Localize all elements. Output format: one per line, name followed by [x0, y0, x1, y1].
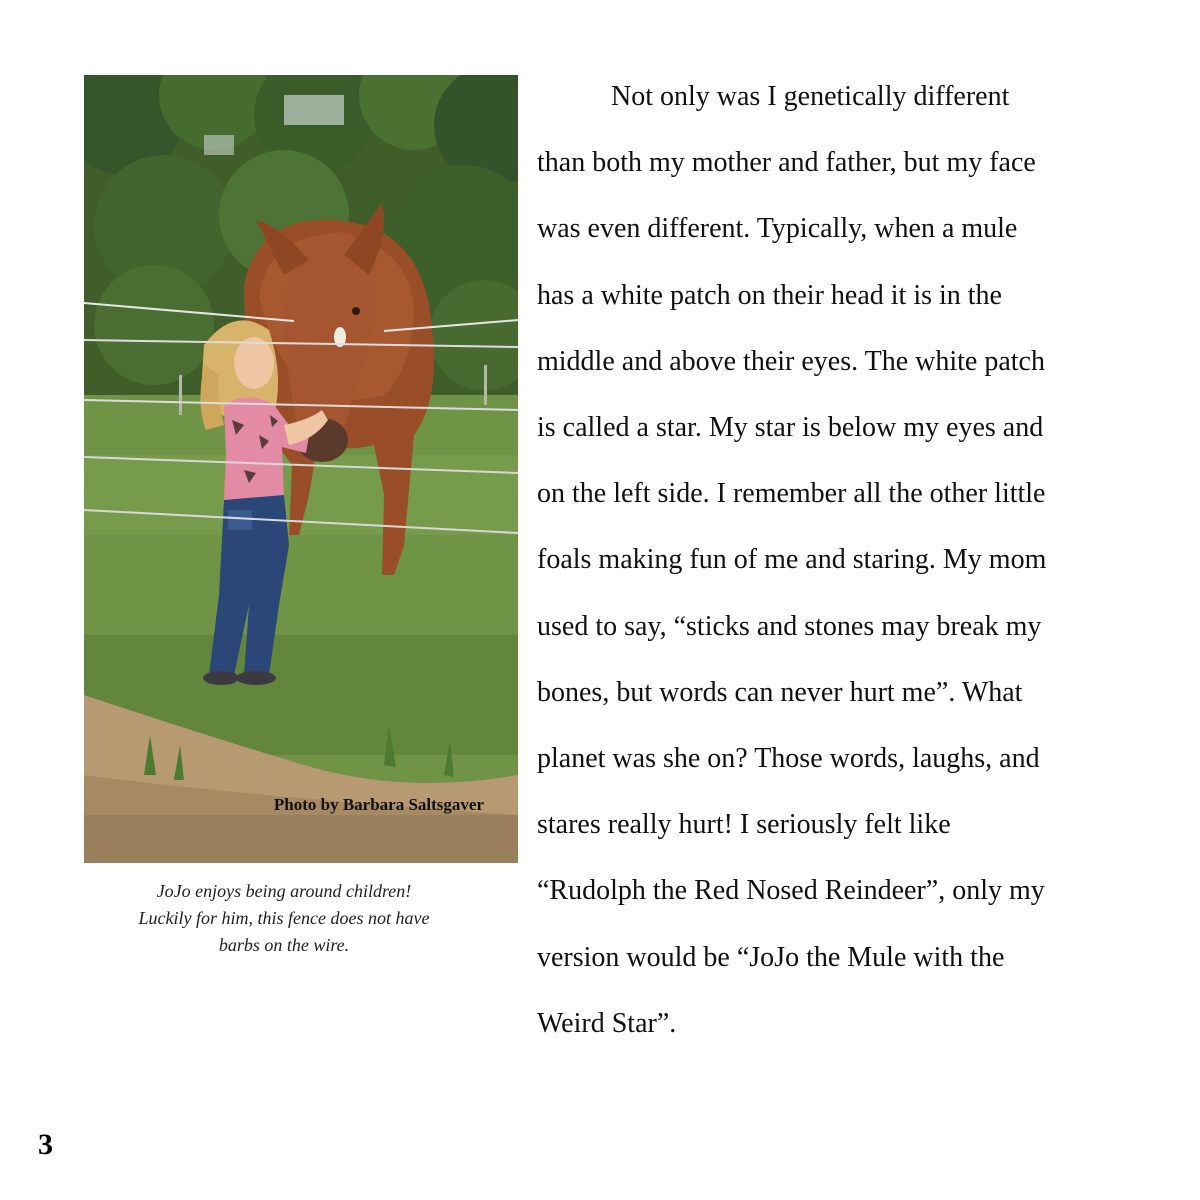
story-line: foals making fun of me and staring. My mom	[537, 544, 1047, 576]
story-line: used to say, “sticks and stones may break my	[537, 610, 1042, 642]
story-text	[537, 64, 1137, 1057]
story-line: “Rudolph the Red Nosed Reindeer”, only my	[537, 875, 1045, 907]
story-line: has a white patch on their head it is in the	[537, 279, 1002, 311]
caption-line: barbs on the wire.	[218, 935, 350, 955]
photo-credit: Photo by Barbara Saltsgaver	[273, 795, 484, 814]
story-line: Weird Star”.	[537, 1007, 677, 1039]
caption-line: Luckily for him, this fence does not have	[138, 908, 430, 928]
story-line: planet was she on? Those words, laughs, and	[537, 743, 1040, 775]
photo-illustration	[84, 75, 518, 863]
caption-line: JoJo enjoys being around children!	[156, 881, 412, 901]
page-number: 3	[38, 1128, 53, 1161]
story-line: bones, but words can never hurt me”. What	[537, 676, 1023, 708]
story-line: middle and above their eyes. The white patch	[537, 345, 1045, 377]
story-line: on the left side. I remember all the other little	[537, 478, 1046, 510]
story-line: stares really hurt! I seriously felt like	[537, 809, 951, 841]
story-line: is called a star. My star is below my eyes and	[537, 412, 1044, 444]
mule-and-child-photo	[84, 75, 518, 863]
story-line: Not only was I genetically different	[611, 81, 1010, 112]
photo-caption	[84, 878, 484, 959]
story-line: than both my mother and father, but my face	[537, 147, 1036, 179]
story-line: was even different. Typically, when a mule	[537, 213, 1018, 245]
story-line: version would be “JoJo the Mule with the	[537, 941, 1005, 973]
